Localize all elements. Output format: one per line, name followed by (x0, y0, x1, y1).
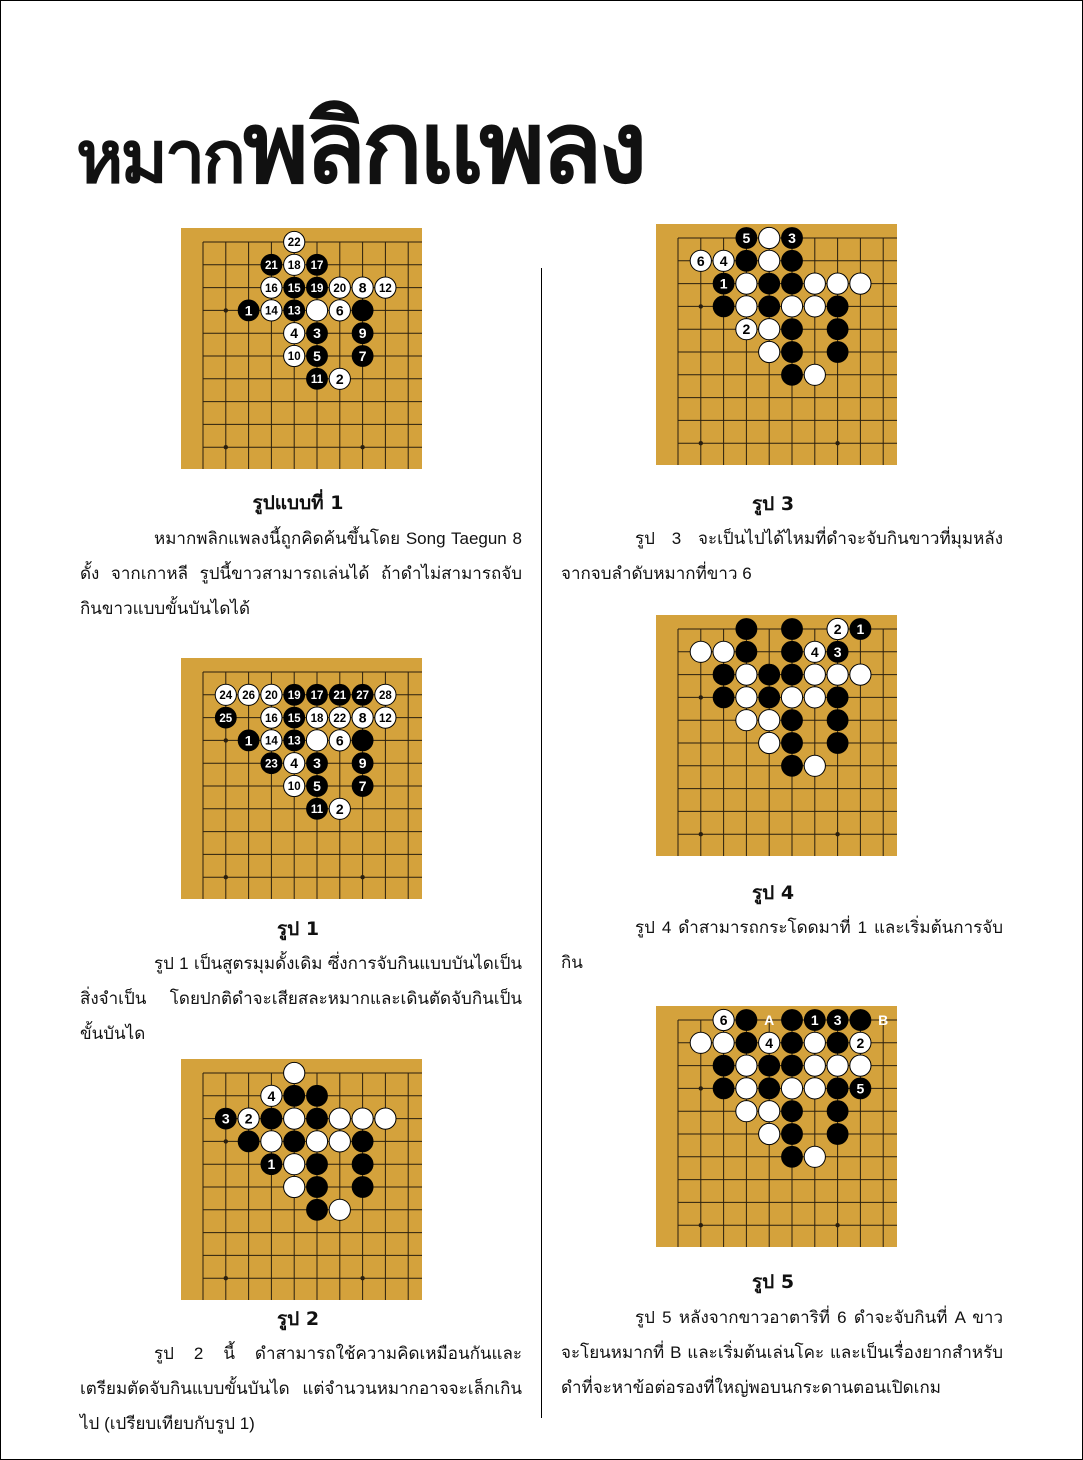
move-number: 1 (267, 1156, 276, 1173)
move-number: 2 (856, 1034, 865, 1051)
move-number: 18 (287, 260, 301, 272)
black-stone (306, 1154, 327, 1175)
move-number: 19 (310, 282, 324, 295)
move-number: 4 (719, 252, 728, 269)
black-stone (781, 250, 802, 271)
move-number: 5 (313, 778, 321, 794)
black-stone (736, 250, 757, 271)
move-number: 2 (335, 370, 344, 387)
move-number: 3 (313, 755, 321, 772)
black-stone (827, 296, 848, 317)
move-number: 8 (358, 709, 367, 726)
go-board-figure-1 (181, 658, 422, 899)
black-stone (759, 273, 780, 294)
white-stone (759, 227, 780, 248)
star-point (224, 308, 228, 312)
black-stone (781, 1101, 802, 1122)
white-stone (736, 273, 757, 294)
black-stone (238, 1131, 259, 1152)
white-stone (284, 1154, 305, 1175)
black-stone (736, 641, 757, 662)
star-point (360, 1276, 364, 1280)
move-number: 4 (765, 1034, 774, 1051)
white-stone (759, 1123, 780, 1144)
white-stone (690, 641, 711, 662)
black-stone (352, 1154, 373, 1175)
move-number: 15 (287, 282, 301, 295)
black-stone (261, 1108, 282, 1129)
black-stone (781, 1009, 802, 1030)
move-number: 18 (310, 712, 324, 725)
black-stone (352, 730, 373, 751)
white-stone (306, 1131, 327, 1152)
black-stone (781, 641, 802, 662)
white-stone (850, 664, 871, 685)
go-board-figure-5 (656, 1006, 897, 1247)
white-stone (804, 755, 825, 776)
black-stone (827, 732, 848, 753)
move-number: 14 (265, 735, 278, 748)
move-number: 21 (333, 690, 347, 702)
move-number: 12 (379, 712, 392, 725)
move-number: 19 (287, 690, 301, 702)
move-number: 4 (810, 643, 819, 660)
black-stone (781, 1055, 802, 1076)
white-stone (804, 1055, 825, 1076)
black-stone (827, 341, 848, 362)
column-divider (541, 268, 542, 1418)
star-point (835, 1223, 839, 1227)
black-stone (352, 1176, 373, 1197)
move-number: 3 (833, 643, 842, 660)
paragraph-pattern-1: หมากพลิกแพลงนี้ถูกคิดค้นขึ้นโดย Song Taegun 8 ดั้ง จากเกาหลี รูปนี้ขาวสามารถเล่นได้ ถ้าดำไม่สามารถจับกินขาวแบบขั้นบันไดได้ (80, 529, 522, 618)
black-stone (306, 1085, 327, 1106)
white-stone (759, 341, 780, 362)
white-stone (827, 664, 848, 685)
go-board-figure-4 (656, 615, 897, 856)
paragraph-figure-3: รูป 3 จะเป็นไปได้ไหมที่ดำจะจับกินขาวที่มุมหลังจากจบลำดับหมากที่ขาว 6 (561, 529, 1003, 583)
black-stone (781, 341, 802, 362)
white-stone (352, 1108, 373, 1129)
move-number: 6 (335, 732, 344, 749)
white-stone (781, 296, 802, 317)
black-stone (736, 1009, 757, 1030)
paragraph-figure-2: รูป 2 นี้ ดำสามารถใช้ความคิดเหมือนกันและเตรียมตัดจับกินแบบขั้นบันได แต่จำนวนหมากอาจจะเล็กเกินไป (เปรียบเทียบกับรูป 1) (80, 1344, 522, 1433)
black-stone (284, 1085, 305, 1106)
white-stone (736, 664, 757, 685)
white-stone (804, 273, 825, 294)
star-point (699, 1223, 703, 1227)
star-point (224, 875, 228, 879)
page-title (76, 89, 644, 206)
black-stone (781, 755, 802, 776)
move-number: 24 (219, 690, 233, 702)
caption-figure-3: รูป 3 (751, 493, 795, 515)
move-number: 16 (265, 712, 278, 725)
move-number: 3 (833, 1012, 842, 1028)
move-number: 25 (219, 712, 233, 725)
black-stone (306, 1199, 327, 1220)
black-stone (781, 710, 802, 731)
move-number: 10 (287, 351, 301, 364)
black-stone (759, 296, 780, 317)
black-stone (759, 1078, 780, 1099)
title-part-2: พลิกแพลง (242, 89, 644, 206)
move-number: 1 (719, 275, 728, 292)
black-stone (827, 687, 848, 708)
move-number: 5 (856, 1080, 865, 1097)
star-point (835, 441, 839, 445)
move-number: 6 (719, 1012, 728, 1028)
star-point (224, 1276, 228, 1280)
black-stone (759, 687, 780, 708)
move-number: 22 (333, 712, 347, 725)
white-stone (284, 1062, 305, 1083)
black-stone (284, 1131, 305, 1152)
black-stone (781, 1146, 802, 1167)
move-number: 5 (313, 348, 321, 364)
white-stone (759, 732, 780, 753)
star-point (224, 738, 228, 742)
star-point (224, 1139, 228, 1143)
white-stone (690, 1032, 711, 1053)
black-stone (827, 710, 848, 731)
move-number: 2 (742, 321, 751, 338)
move-number: 1 (244, 302, 253, 319)
star-point (360, 445, 364, 449)
white-stone (329, 1108, 350, 1129)
black-stone (827, 1032, 848, 1053)
black-stone (736, 618, 757, 639)
white-stone (781, 1078, 802, 1099)
move-number: 20 (333, 282, 347, 295)
star-point (699, 304, 703, 308)
black-stone (759, 664, 780, 685)
white-stone (375, 1108, 396, 1129)
paragraph-figure-5: รูป 5 หลังจากขาวอาตาริที่ 6 ดำจะจับกินที่ A ขาวจะโยนหมากที่ B และเริ่มต้นเล่นโคะ และเป็นเรื่องยากสำหรับดำที่จะหาข้อต่อรองที่ใหญ่พอบนกระดานตอนเปิดเกม (561, 1308, 1003, 1397)
white-stone (306, 730, 327, 751)
white-stone (329, 1131, 350, 1152)
white-stone (261, 1131, 282, 1152)
black-stone (781, 1123, 802, 1144)
move-number: 11 (310, 804, 324, 816)
white-stone (736, 296, 757, 317)
white-stone (804, 296, 825, 317)
move-number: 1 (244, 732, 253, 749)
move-number: 22 (287, 237, 301, 250)
move-number: 7 (358, 348, 367, 364)
white-stone (759, 710, 780, 731)
black-stone (713, 664, 734, 685)
point-marker: B (878, 1012, 889, 1028)
black-stone (827, 1078, 848, 1099)
black-stone (713, 1055, 734, 1076)
star-point (224, 445, 228, 449)
move-number: 1 (810, 1012, 819, 1028)
white-stone (306, 300, 327, 321)
move-number: 4 (267, 1087, 276, 1104)
black-stone (850, 1009, 871, 1030)
star-point (360, 875, 364, 879)
white-stone (804, 664, 825, 685)
white-stone (759, 250, 780, 271)
move-number: 26 (242, 690, 255, 702)
white-stone (713, 641, 734, 662)
white-stone (827, 1055, 848, 1076)
black-stone (781, 273, 802, 294)
black-stone (713, 687, 734, 708)
paragraph-figure-1: รูป 1 เป็นสูตรมุมดั้งเดิม ซึ่งการจับกินแบบบันไดเป็นสิ่งจำเป็น โดยปกติดำจะเสียสละหมากและเดินตัดจับกินเป็นขั้นบันได (80, 954, 522, 1043)
white-stone (736, 1101, 757, 1122)
white-stone (284, 1108, 305, 1129)
move-number: 15 (287, 712, 301, 725)
move-number: 28 (379, 690, 392, 702)
move-number: 23 (265, 758, 278, 771)
white-stone (284, 1176, 305, 1197)
move-number: 13 (287, 305, 301, 318)
move-number: 13 (287, 735, 301, 748)
move-number: 20 (265, 690, 278, 702)
black-stone (827, 1101, 848, 1122)
move-number: 9 (358, 325, 367, 342)
move-number: 3 (221, 1110, 230, 1127)
white-stone (804, 364, 825, 385)
move-number: 17 (310, 260, 324, 272)
move-number: 6 (335, 302, 344, 319)
white-stone (850, 1055, 871, 1076)
move-number: 10 (287, 781, 301, 794)
white-stone (736, 1055, 757, 1076)
caption-figure-2: รูป 2 (276, 1308, 320, 1330)
move-number: 27 (356, 690, 369, 702)
white-stone (736, 687, 757, 708)
caption-figure-5: รูป 5 (751, 1271, 795, 1293)
black-stone (781, 364, 802, 385)
black-stone (781, 319, 802, 340)
point-marker: A (764, 1012, 775, 1028)
black-stone (713, 1078, 734, 1099)
move-number: 4 (290, 325, 299, 342)
white-stone (827, 273, 848, 294)
black-stone (781, 1032, 802, 1053)
move-number: 9 (358, 755, 367, 772)
black-stone (781, 664, 802, 685)
star-point (699, 1086, 703, 1090)
white-stone (804, 1032, 825, 1053)
move-number: 2 (244, 1110, 253, 1127)
move-number: 17 (310, 690, 324, 702)
move-number: 7 (358, 778, 367, 794)
white-stone (713, 1032, 734, 1053)
star-point (699, 695, 703, 699)
white-stone (804, 1146, 825, 1167)
move-number: 3 (788, 230, 796, 246)
move-number: 2 (833, 621, 842, 637)
paragraph-figure-4: รูป 4 ดำสามารถกระโดดมาที่ 1 และเริ่มต้นการจับกิน (561, 918, 1003, 972)
white-stone (736, 1078, 757, 1099)
star-point (835, 832, 839, 836)
move-number: 1 (856, 621, 865, 637)
move-number: 8 (358, 279, 367, 296)
black-stone (736, 1032, 757, 1053)
black-stone (827, 319, 848, 340)
move-number: 5 (742, 230, 751, 246)
move-number: 11 (310, 374, 324, 386)
go-board-figure-2 (181, 1059, 422, 1300)
black-stone (781, 732, 802, 753)
move-number: 2 (335, 800, 344, 817)
white-stone (329, 1199, 350, 1220)
white-stone (804, 1078, 825, 1099)
move-number: 4 (290, 755, 299, 772)
move-number: 21 (265, 260, 278, 272)
move-number: 16 (265, 282, 278, 295)
title-part-1: หมาก (76, 115, 243, 199)
move-number: 12 (379, 282, 392, 295)
caption-figure-4: รูป 4 (751, 882, 795, 904)
black-stone (759, 1055, 780, 1076)
black-stone (781, 618, 802, 639)
black-stone (352, 300, 373, 321)
black-stone (713, 296, 734, 317)
move-number: 6 (696, 252, 705, 269)
go-board-figure-3 (656, 224, 897, 465)
black-stone (306, 1176, 327, 1197)
white-stone (759, 1101, 780, 1122)
black-stone (352, 1131, 373, 1152)
star-point (699, 832, 703, 836)
white-stone (781, 687, 802, 708)
caption-figure-1: รูป 1 (276, 918, 320, 940)
go-board-pattern-1 (181, 228, 422, 469)
move-number: 14 (265, 305, 278, 318)
white-stone (736, 710, 757, 731)
white-stone (850, 273, 871, 294)
star-point (699, 441, 703, 445)
caption-pattern-1: รูปแบบที่ 1 (252, 492, 344, 514)
move-number: 3 (313, 325, 321, 342)
white-stone (759, 319, 780, 340)
white-stone (804, 687, 825, 708)
black-stone (306, 1108, 327, 1129)
black-stone (827, 1123, 848, 1144)
